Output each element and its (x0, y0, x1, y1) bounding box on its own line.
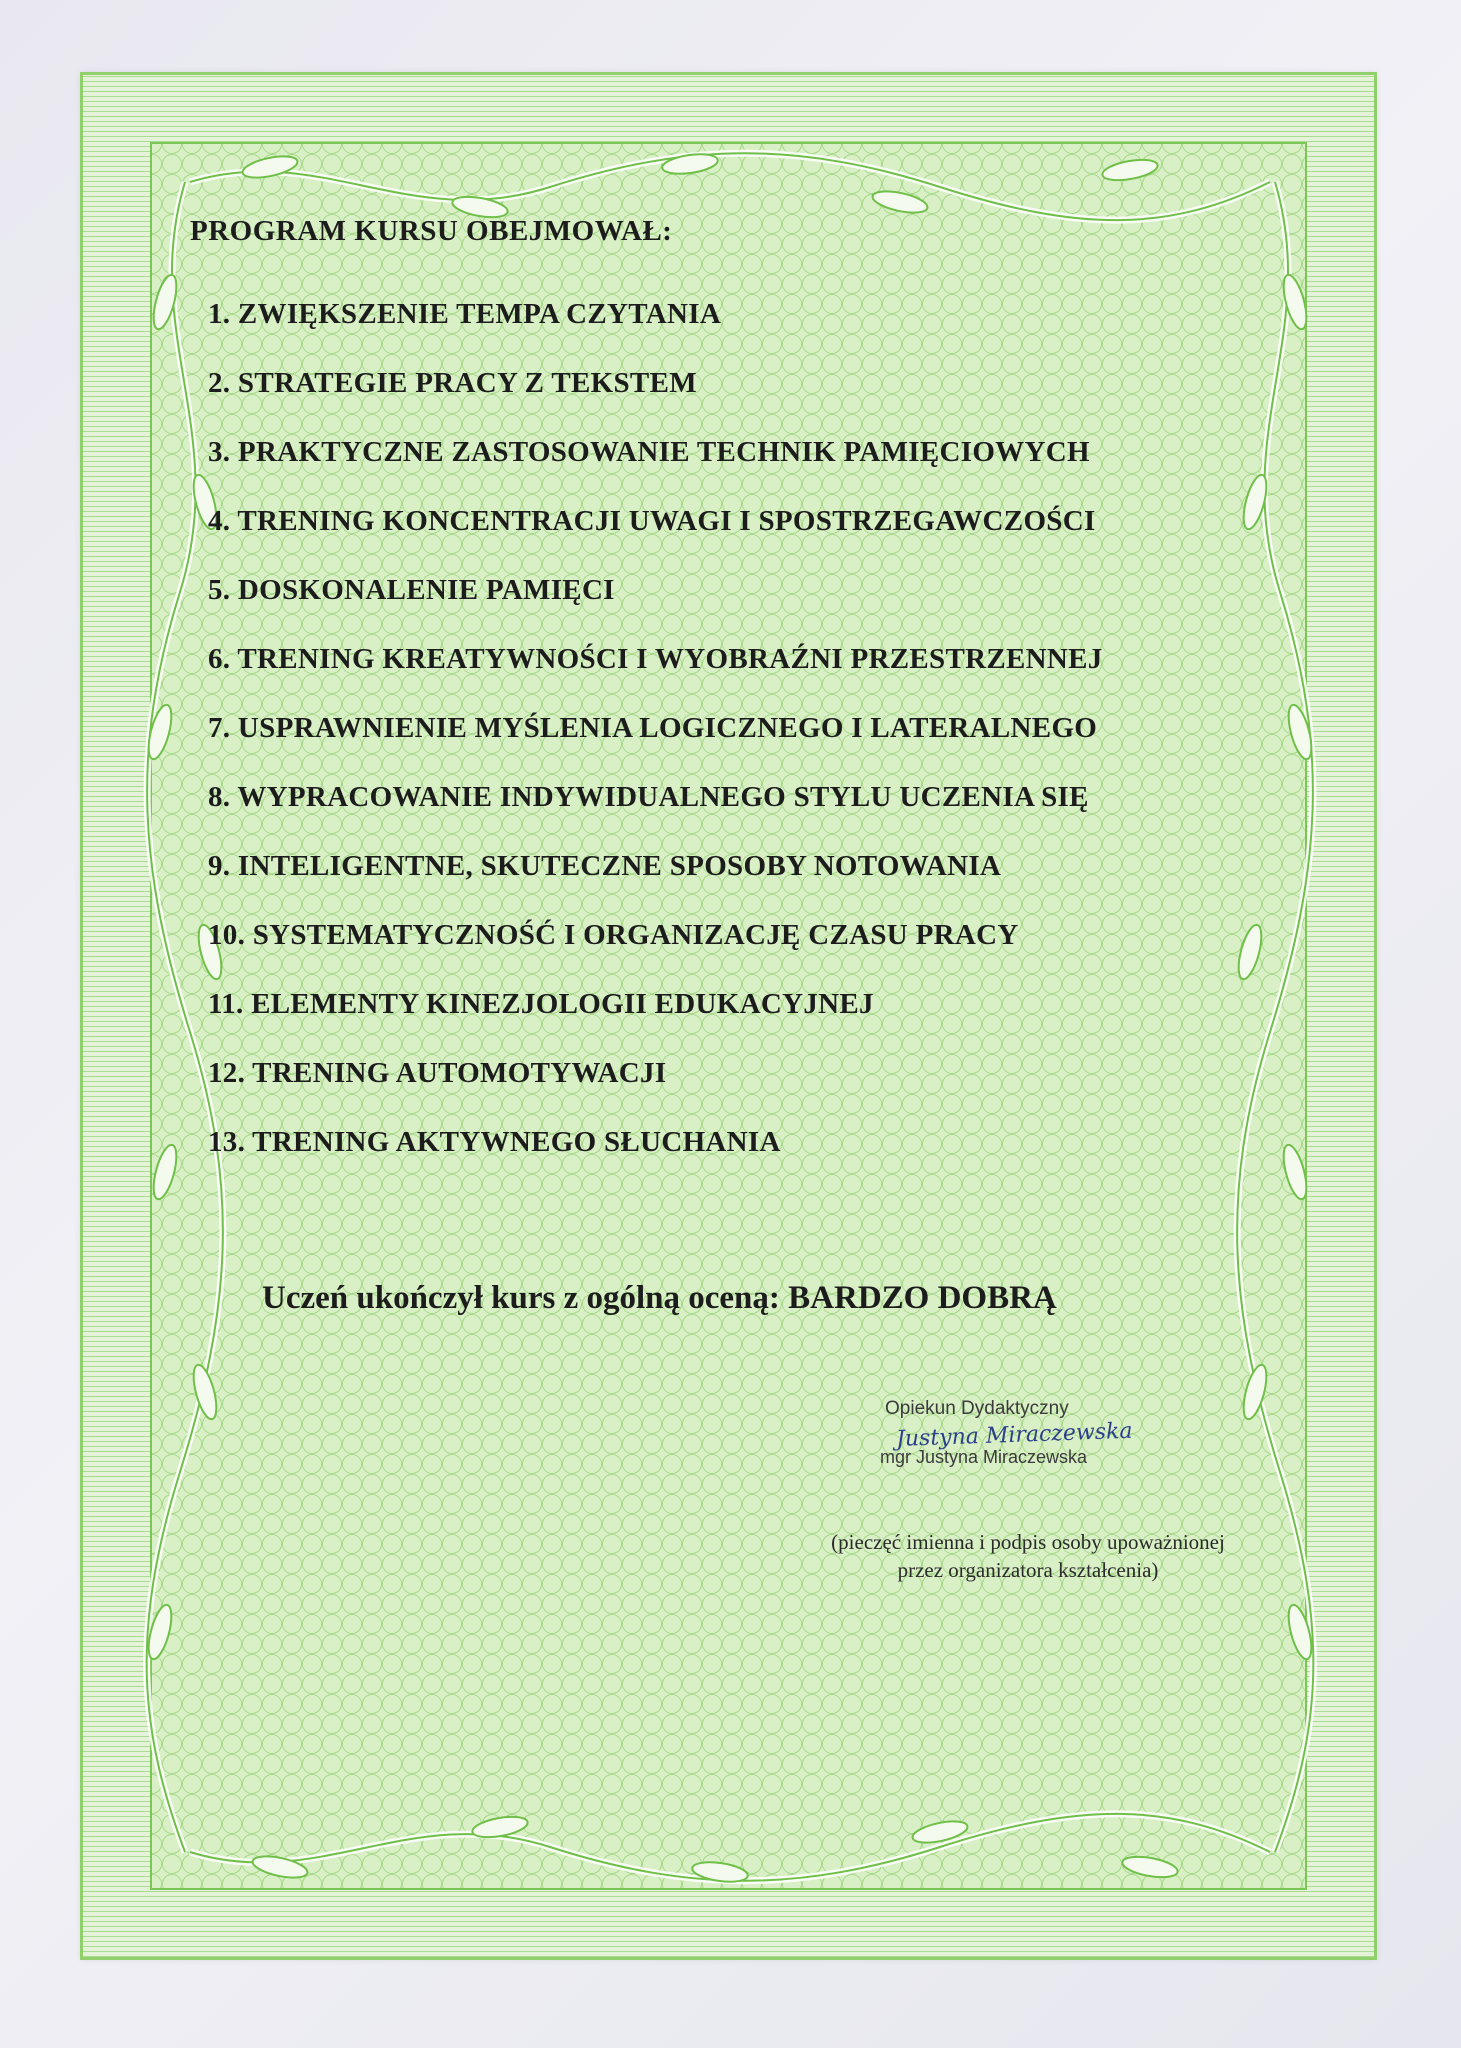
stamp-note-line2: przez organizatora kształcenia) (897, 1558, 1159, 1582)
program-item: 9. INTELIGENTNE, SKUTECZNE SPOSOBY NOTOWANIA (208, 850, 1002, 882)
program-item: 5. DOSKONALENIE PAMIĘCI (208, 574, 615, 606)
program-item: 12. TRENING AUTOMOTYWACJI (208, 1057, 667, 1089)
program-item: 6. TRENING KREATYWNOŚCI I WYOBRAŹNI PRZESTRZENNEJ (208, 643, 1103, 675)
program-item: 1. ZWIĘKSZENIE TEMPA CZYTANIA (208, 298, 722, 330)
program-item: 10. SYSTEMATYCZNOŚĆ I ORGANIZACJĘ CZASU PRACY (208, 919, 1019, 951)
program-item: 2. STRATEGIE PRACY Z TEKSTEM (208, 367, 697, 399)
stamp-note-line1: (pieczęć imienna i podpis osoby upoważnionej (831, 1530, 1225, 1554)
program-heading: PROGRAM KURSU OBEJMOWAŁ: (190, 215, 673, 247)
stamp-note (758, 1528, 1298, 1584)
program-item: 7. USPRAWNIENIE MYŚLENIA LOGICZNEGO I LATERALNEGO (208, 712, 1098, 744)
program-item: 4. TRENING KONCENTRACJI UWAGI I SPOSTRZEGAWCZOŚCI (208, 505, 1096, 537)
signature-name: mgr Justyna Miraczewska (880, 1447, 1088, 1467)
final-grade-statement: Uczeń ukończył kurs z ogólną oceną: BARDZO DOBRĄ (262, 1280, 1057, 1316)
program-item: 3. PRAKTYCZNE ZASTOSOWANIE TECHNIK PAMIĘCIOWYCH (208, 436, 1090, 468)
program-item: 13. TRENING AKTYWNEGO SŁUCHANIA (208, 1126, 781, 1158)
program-item: 8. WYPRACOWANIE INDYWIDUALNEGO STYLU UCZENIA SIĘ (208, 781, 1089, 813)
program-section (190, 215, 1290, 1191)
program-list (190, 294, 1290, 1191)
program-item: 11. ELEMENTY KINEZJOLOGII EDUKACYJNEJ (208, 988, 874, 1020)
signature-block (870, 1398, 1180, 1468)
signature-role: Opiekun Dydaktyczny (885, 1398, 1069, 1419)
handwritten-signature: Justyna Miraczewska (895, 1418, 1133, 1452)
